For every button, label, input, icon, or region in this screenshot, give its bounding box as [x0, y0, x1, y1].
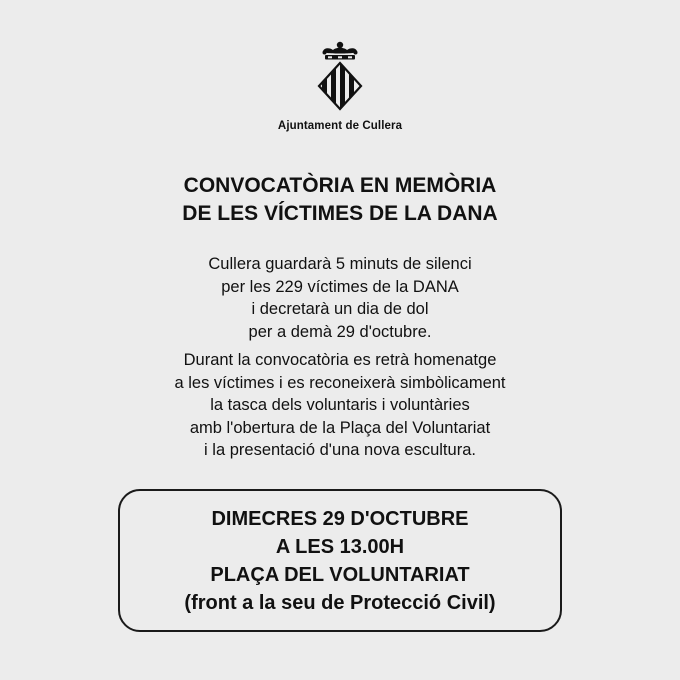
organization-name: Ajuntament de Cullera	[277, 120, 403, 132]
paragraph-line: per les 229 víctimes de la DANA	[221, 277, 459, 296]
paragraph-line: a les víctimes i es reconeixerà simbòlicament	[174, 373, 506, 392]
paragraph-line: la tasca dels voluntaris i voluntàries	[210, 396, 470, 414]
event-info-box	[118, 489, 562, 632]
event-location-note: (front a la seu de Protecció Civil)	[184, 591, 496, 614]
intro-paragraph	[0, 253, 680, 343]
event-time: A LES 13.00H	[275, 535, 405, 558]
paragraph-line: i la presentació d'una nova escultura.	[204, 441, 476, 459]
paragraph-line: Cullera guardarà 5 minuts de silenci	[208, 255, 472, 273]
title-line: CONVOCATÒRIA EN MEMÒRIA	[183, 174, 497, 197]
event-date: DIMECRES 29 D'OCTUBRE	[211, 507, 469, 530]
header	[0, 40, 680, 132]
paragraph-line: Durant la convocatòria es retrà homenatge	[183, 351, 497, 369]
page-title	[0, 172, 680, 228]
paragraph-line: i decretarà un dia de dol	[251, 300, 429, 318]
title-line: DE LES VÍCTIMES DE LA DANA	[182, 202, 498, 225]
cullera-coat-of-arms-icon	[314, 40, 366, 112]
details-paragraph	[0, 349, 680, 462]
paragraph-line: amb l'obertura de la Plaça del Voluntariat	[189, 418, 491, 437]
event-location: PLAÇA DEL VOLUNTARIAT	[210, 563, 470, 586]
paragraph-line: per a demà 29 d'octubre.	[248, 322, 432, 341]
